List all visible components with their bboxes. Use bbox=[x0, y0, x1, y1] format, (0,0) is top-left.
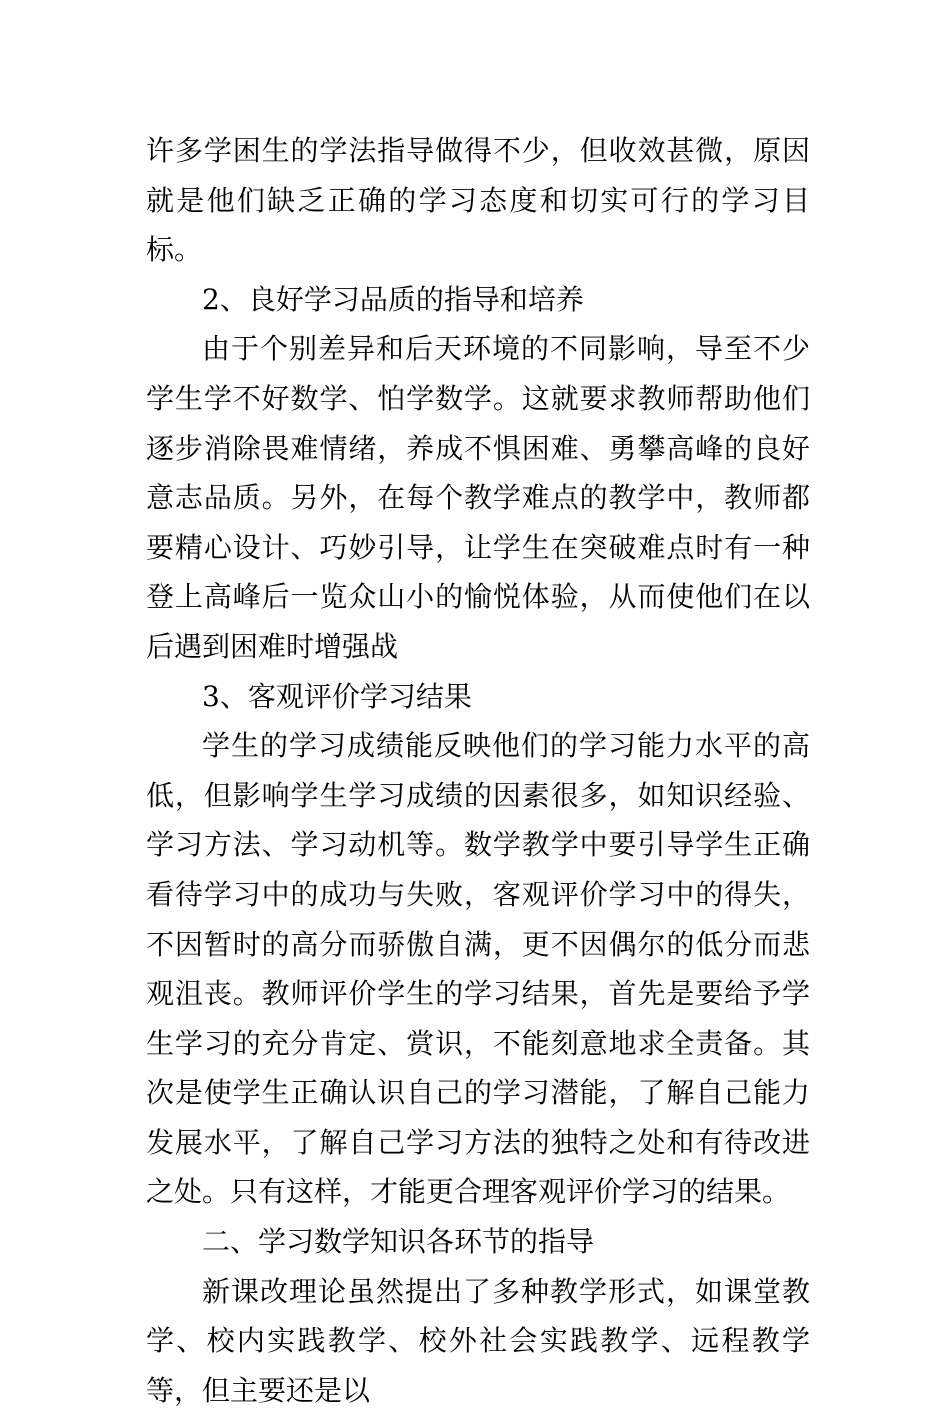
section-heading-2: 2、良好学习品质的指导和培养 bbox=[202, 282, 584, 316]
section-heading-3: 3、客观评价学习结果 bbox=[202, 679, 472, 713]
paragraph-teaching-forms: 新课改理论虽然提出了多种教学形式，如课堂教学、校内实践教学、校外社会实践教学、远程教学等，但主要还是以 bbox=[146, 1274, 810, 1407]
paragraph-evaluation: 学生的学习成绩能反映他们的学习能力水平的高低，但影响学生学习成绩的因素很多，如知识经验、学习方法、学习动机等。数学教学中要引导学生正确看待学习中的成功与失败，客观评价学习中的得失，不因暂时的高分而骄傲自满，更不因偶尔的低分而悲观沮丧。教师评价学生的学习结果，首先是要给予学生学习的充分肯定、赏识，不能刻意地求全责备。其次是使学生正确认识自己的学习潜能，了解自己能力发展水平，了解自己学习方法的独特之处和有待改进之处。只有这样，才能更合理客观评价学习的结果。 bbox=[146, 729, 810, 1209]
paragraph-continuation: 许多学困生的学法指导做得不少，但收效甚微，原因就是他们缺乏正确的学习态度和切实可行的学习目标。 bbox=[146, 134, 810, 267]
document-body bbox=[146, 126, 810, 1415]
section-heading-part-two: 二、学习数学知识各环节的指导 bbox=[202, 1225, 595, 1259]
paragraph-learning-quality: 由于个别差异和后天环境的不同影响，导至不少学生学不好数学、怕学数学。这就要求教师帮助他们逐步消除畏难情绪，养成不惧困难、勇攀高峰的良好意志品质。另外，在每个教学难点的教学中，教师都要精心设计、巧妙引导，让学生在突破难点时有一种登上高峰后一览众山小的愉悦体验，从而使他们在以后遇到困难时增强战 bbox=[146, 332, 810, 663]
